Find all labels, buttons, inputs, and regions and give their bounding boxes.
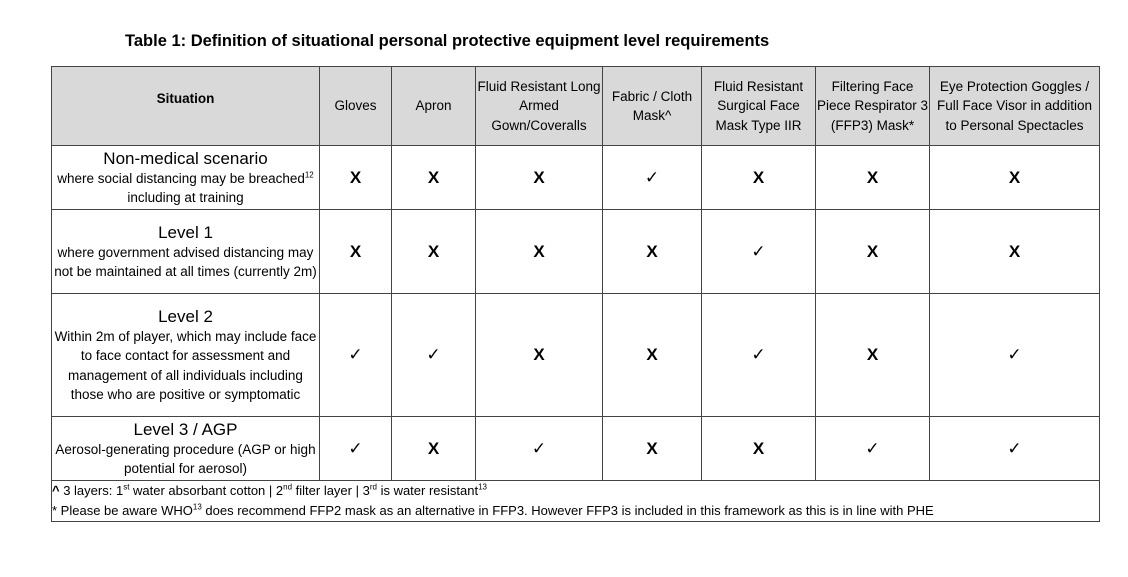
requirement-mark: X xyxy=(866,241,879,261)
requirement-cell xyxy=(702,294,816,417)
requirement-mark: X xyxy=(1008,167,1021,187)
column-header-surgical-mask: Fluid Resistant Surgical Face Mask Type IIR xyxy=(702,67,816,146)
requirement-cell xyxy=(476,294,603,417)
table-row xyxy=(52,417,1100,481)
situation-description: Within 2m of player, which may include face to face contact for assessment and management of all individuals including those who are positive or symptomatic xyxy=(54,328,317,402)
requirement-mark: X xyxy=(533,241,545,261)
column-header-eye-protection: Eye Protection Goggles / Full Face Visor in addition to Personal Spectacles xyxy=(930,67,1100,146)
requirement-cell xyxy=(702,417,816,481)
requirement-mark: ✓ xyxy=(531,438,547,458)
column-header-apron: Apron xyxy=(392,67,476,146)
requirement-cell xyxy=(930,417,1100,481)
requirement-mark: ✓ xyxy=(348,438,363,458)
requirement-mark: X xyxy=(533,345,545,364)
situation-cell xyxy=(52,417,320,481)
column-header-ffp3-mask: Filtering Face Piece Respirator 3 (FFP3) Mask* xyxy=(816,67,930,146)
requirement-mark: X xyxy=(752,438,765,458)
requirement-cell xyxy=(392,146,476,210)
situation-level: Level 1 xyxy=(158,222,213,242)
situation-cell xyxy=(52,210,320,294)
requirement-mark: X xyxy=(646,345,658,364)
requirement-mark: ✓ xyxy=(348,345,363,364)
table-row xyxy=(52,146,1100,210)
requirement-mark: X xyxy=(349,241,362,261)
requirement-cell xyxy=(930,210,1100,294)
requirement-cell xyxy=(320,294,392,417)
requirement-mark: X xyxy=(1008,241,1021,261)
column-header-situation: Situation xyxy=(52,67,320,146)
requirement-mark: ✓ xyxy=(644,167,660,187)
ppe-requirements-table xyxy=(51,66,1100,522)
requirement-cell xyxy=(702,146,816,210)
footnote-ffp3-mask: * Please be aware WHO$^{13}$ does recommend FFP2 mask as an alternative in FFP3. However FFP3 is included in this framework as this is in line with PHE xyxy=(52,502,934,518)
situation-cell xyxy=(52,146,320,210)
requirement-cell xyxy=(930,294,1100,417)
requirement-cell xyxy=(816,146,930,210)
requirement-cell xyxy=(320,146,392,210)
footnotes-row xyxy=(52,481,1100,522)
requirement-cell xyxy=(603,210,702,294)
requirement-cell xyxy=(816,210,930,294)
requirement-cell xyxy=(320,417,392,481)
table-header-row xyxy=(52,67,1100,146)
requirement-mark: ✓ xyxy=(1007,345,1022,364)
requirement-mark: X xyxy=(646,438,658,458)
requirement-mark: ✓ xyxy=(751,345,766,364)
situation-cell xyxy=(52,294,320,417)
requirement-mark: X xyxy=(646,241,658,261)
requirement-cell xyxy=(392,210,476,294)
requirement-cell xyxy=(816,417,930,481)
requirement-mark: X xyxy=(866,167,879,187)
requirement-mark: X xyxy=(427,241,440,261)
requirement-cell xyxy=(603,294,702,417)
requirement-mark: ✓ xyxy=(426,345,441,364)
requirement-mark: X xyxy=(349,167,362,187)
requirement-mark: ✓ xyxy=(751,241,766,261)
requirement-mark: X xyxy=(533,167,545,187)
situation-description: Aerosol-generating procedure (AGP or high potential for aerosol) xyxy=(55,441,316,476)
requirement-mark: X xyxy=(752,167,765,187)
requirement-mark: X xyxy=(427,167,440,187)
situation-level: Level 3 / AGP xyxy=(133,419,238,439)
situation-description: where government advised distancing may not be maintained at all times (currently 2m) xyxy=(54,244,317,279)
requirement-cell xyxy=(603,417,702,481)
requirement-cell xyxy=(816,294,930,417)
requirement-mark: ✓ xyxy=(865,438,880,458)
requirement-cell xyxy=(392,294,476,417)
table-title: Table 1: Definition of situational personal protective equipment level requirements xyxy=(125,32,770,50)
situation-description: where social distancing may be breached$^{12}$ including at training xyxy=(57,170,314,205)
requirement-cell xyxy=(320,210,392,294)
requirement-mark: ✓ xyxy=(1007,438,1022,458)
table-row xyxy=(52,294,1100,417)
requirement-cell xyxy=(603,146,702,210)
requirement-cell xyxy=(476,417,603,481)
requirement-cell xyxy=(476,146,603,210)
requirement-cell xyxy=(930,146,1100,210)
column-header-cloth-mask: Fabric / Cloth Mask^ xyxy=(603,67,702,146)
situation-level: Level 2 xyxy=(158,306,213,326)
requirement-mark: X xyxy=(427,438,440,458)
footnotes-cell xyxy=(52,481,1100,522)
column-header-gown: Fluid Resistant Long Armed Gown/Coveralls xyxy=(476,67,603,146)
table-row xyxy=(52,210,1100,294)
requirement-cell xyxy=(476,210,603,294)
column-header-gloves: Gloves xyxy=(320,67,392,146)
footnote-cloth-mask: ^ 3 layers: 1st water absorbant cotton | 2nd filter layer | 3rd is water resistant$^{13}$ xyxy=(52,482,488,498)
requirement-cell xyxy=(702,210,816,294)
situation-level: Non-medical scenario xyxy=(103,148,268,168)
requirement-cell xyxy=(392,417,476,481)
requirement-mark: X xyxy=(866,345,879,364)
